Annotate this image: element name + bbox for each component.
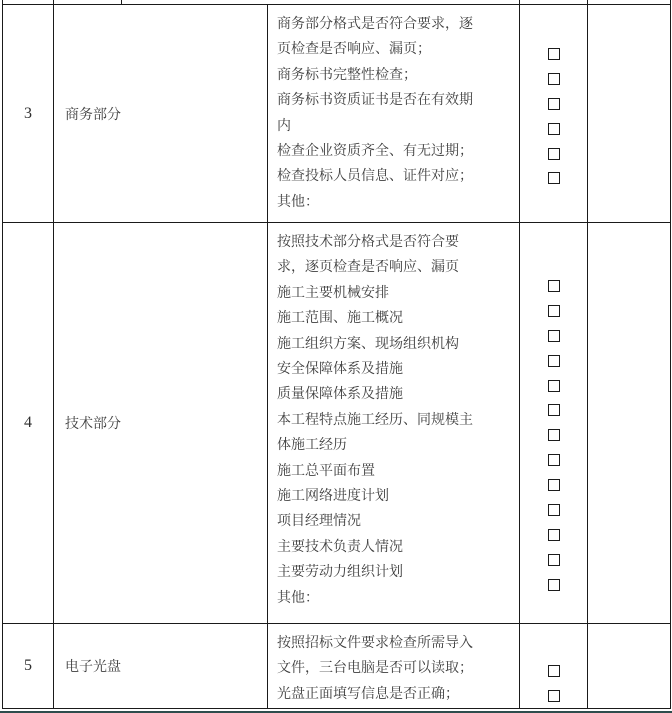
- empty-checkbox-icon[interactable]: [548, 429, 560, 441]
- checklist-line: 施工总平面布置: [277, 461, 375, 478]
- checklist-line: 主要劳动力组织计划: [277, 563, 403, 580]
- empty-checkbox-icon[interactable]: [548, 48, 560, 60]
- empty-checkbox-icon[interactable]: [548, 148, 560, 160]
- checklist-line: 商务部分格式是否符合要求，逐: [277, 15, 473, 31]
- checklist-table: [2, 4, 671, 709]
- checklist-line: 项目经理情况: [277, 512, 361, 529]
- table-row: [3, 223, 671, 624]
- checklist-line: 其他：: [277, 192, 319, 209]
- checklist-line: 求，逐页检查是否响应、漏页: [277, 258, 459, 275]
- empty-checkbox-icon[interactable]: [548, 479, 560, 491]
- checklist-line: 页检查是否响应、漏页；: [277, 40, 431, 57]
- empty-checkbox-icon[interactable]: [548, 554, 560, 566]
- checklist-line: 按照技术部分格式是否符合要: [277, 233, 459, 249]
- checkbox-column-cell: [520, 5, 588, 222]
- checklist-line: 体施工经历: [277, 436, 347, 453]
- checklist-items-cell: [268, 223, 520, 623]
- checklist-line: 施工网络进度计划: [277, 487, 389, 504]
- empty-checkbox-icon[interactable]: [548, 123, 560, 135]
- empty-checkbox-icon[interactable]: [548, 404, 560, 416]
- empty-checkbox-icon[interactable]: [548, 280, 560, 292]
- empty-checkbox-icon[interactable]: [548, 330, 560, 342]
- empty-checkbox-icon[interactable]: [548, 355, 560, 367]
- empty-checkbox-icon[interactable]: [548, 98, 560, 110]
- checklist-line: 施工主要机械安排: [277, 283, 389, 300]
- empty-checkbox-icon[interactable]: [548, 172, 560, 184]
- checklist-line: 其他：: [277, 588, 319, 605]
- section-name-cell: 商务部分: [54, 5, 268, 222]
- checklist-line: 主要技术负责人情况: [277, 537, 403, 554]
- empty-checkbox-icon[interactable]: [548, 690, 560, 702]
- checkbox-column-cell: [520, 223, 588, 623]
- result-blank-cell: [588, 5, 671, 222]
- empty-checkbox-icon[interactable]: [548, 504, 560, 516]
- checklist-line: 检查投标人员信息、证件对应；: [277, 167, 473, 184]
- empty-checkbox-icon[interactable]: [548, 579, 560, 591]
- result-blank-cell: [588, 223, 671, 623]
- checklist-line: 施工范围、施工概况: [277, 309, 403, 326]
- empty-checkbox-icon[interactable]: [548, 305, 560, 317]
- section-name-cell: 技术部分: [54, 223, 268, 623]
- checklist-items-cell: [268, 624, 520, 708]
- table-row: [3, 624, 671, 709]
- result-blank-cell: [588, 624, 671, 708]
- checklist-line: 商务标书完整性检查；: [277, 65, 417, 82]
- checklist-line: 文件，三台电脑是否可以读取；: [277, 659, 473, 676]
- row-number-cell: 5: [3, 624, 54, 708]
- checklist-line: 商务标书资质证书是否在有效期: [277, 91, 473, 108]
- checklist-line: 施工组织方案、现场组织机构: [277, 334, 459, 351]
- table-row: [3, 5, 671, 223]
- checklist-line: 本工程特点施工经历、同规模主: [277, 410, 473, 427]
- row-number-cell: 4: [3, 223, 54, 623]
- checkbox-column-cell: [520, 624, 588, 708]
- checklist-line: 光盘正面填写信息是否正确；: [277, 684, 459, 701]
- checklist-line: 按照招标文件要求检查所需导入: [277, 634, 473, 650]
- checklist-line: 质量保障体系及措施: [277, 385, 403, 402]
- empty-checkbox-icon[interactable]: [548, 73, 560, 85]
- empty-checkbox-icon[interactable]: [548, 529, 560, 541]
- checklist-line: 检查企业资质齐全、有无过期；: [277, 142, 473, 159]
- empty-checkbox-icon[interactable]: [548, 665, 560, 677]
- checklist-line: 安全保障体系及措施: [277, 360, 403, 377]
- checklist-line: 内: [277, 116, 291, 133]
- empty-checkbox-icon[interactable]: [548, 380, 560, 392]
- section-name-cell: 电子光盘: [54, 624, 268, 708]
- checklist-items-cell: [268, 5, 520, 222]
- row-number-cell: 3: [3, 5, 54, 222]
- empty-checkbox-icon[interactable]: [548, 454, 560, 466]
